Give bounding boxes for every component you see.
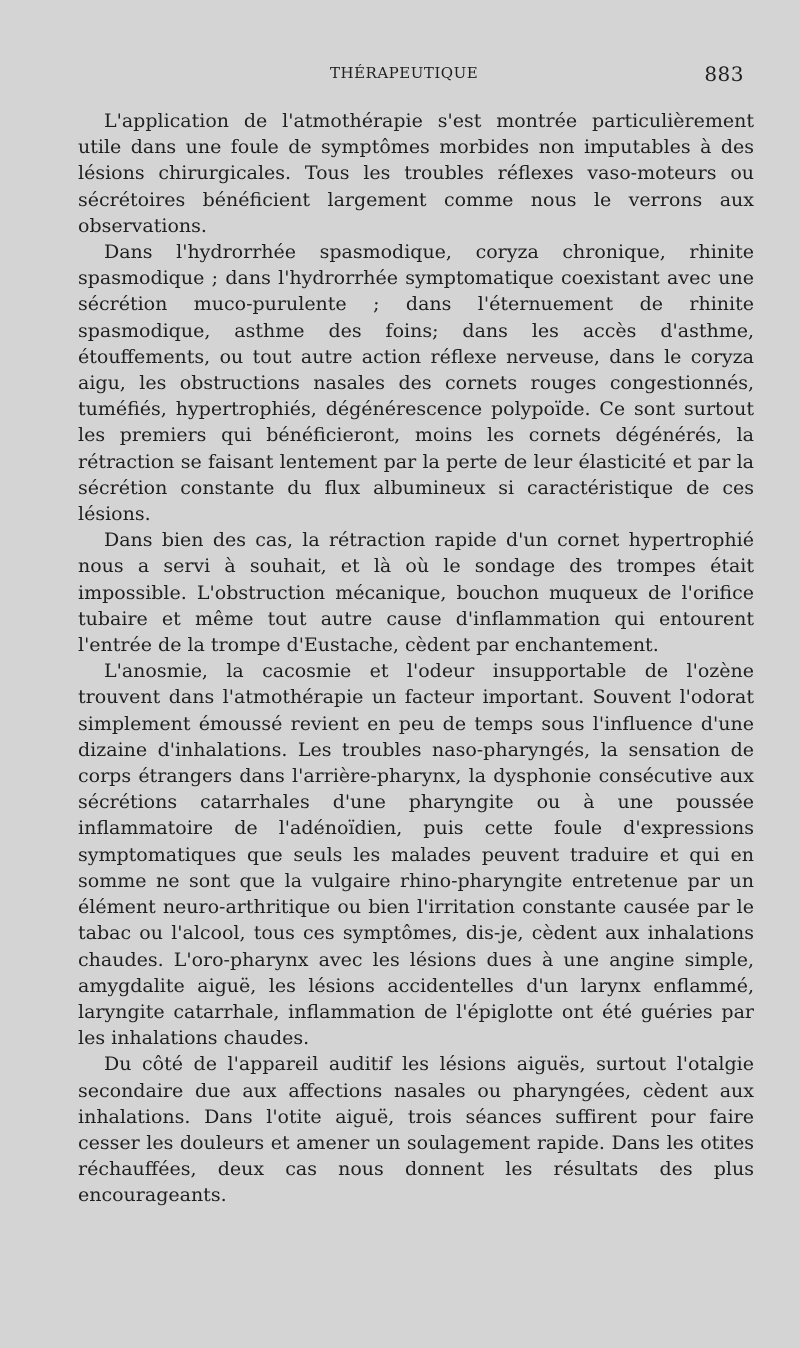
paragraph-3: Dans bien des cas, la rétraction rapide d'un cornet hypertrophié nous a servi à souhait, et là où le sondage des trompes était impossible. L'obstruction mécanique, bouchon muqueux de l'orifice tubaire et même tout autre cause d'inflammation qui entourent l'entrée de la trompe d'Eustache, cèdent par enchantement. (78, 529, 754, 657)
paragraph-5: Du côté de l'appareil auditif les lésions aiguës, surtout l'otalgie secondaire due aux affections nasales ou pharyngées, cèdent aux inhalations. Dans l'otite aiguë, trois séances suffirent pour faire cesser les douleurs et amener un soulagement rapide. Dans les otites réchauffées, deux cas nous donnent les résultats des plus encourageants. (78, 1053, 754, 1207)
running-title: THÉRAPEUTIQUE (330, 64, 479, 82)
page-header (78, 62, 744, 92)
page-number: 883 (704, 62, 744, 86)
paragraph-1: L'application de l'atmothérapie s'est montrée particulièrement utile dans une foule de symptômes morbides non imputables à des lésions chirurgicales. Tous les troubles réflexes vaso-moteurs ou sécrétoires bénéficient largement comme nous le verrons aux observations. (78, 110, 754, 237)
body-text (78, 108, 754, 1209)
paragraph-4: L'anosmie, la cacosmie et l'odeur insupportable de l'ozène trouvent dans l'atmothérapie un facteur important. Souvent l'odorat simplement émoussé revient en peu de temps sous l'influence d'une dizaine d'inhalations. Les troubles naso-pharyngés, la sensation de corps étrangers dans l'arrière-pharynx, la dysphonie consécutive aux sécrétions catarrhales d'une pharyngite ou à une poussée inflammatoire de l'adénoïdien, puis cette foule d'expressions symptomatiques que seuls les malades peuvent traduire et qui en somme ne sont que la vulgaire rhino-pharyngite entretenue par un élément neuro-arthritique ou bien l'irritation constante causée par le tabac ou l'alcool, tous ces symptômes, dis-je, cèdent aux inhalations chaudes. L'oro-pharynx avec les lésions dues à une angine simple, amygdalite aiguë, les lésions accidentelles d'un larynx enflammé, laryngite catarrhale, inflammation de l'épiglotte ont été guéries par les inhalations chaudes. (78, 660, 754, 1050)
paragraph-2: Dans l'hydrorrhée spasmodique, coryza chronique, rhinite spasmodique ; dans l'hydrorrhée symptomatique coexistant avec une sécrétion muco-purulente ; dans l'éternuement de rhinite spasmodique, asthme des foins; dans les accès d'asthme, étouffements, ou tout autre action réflexe nerveuse, dans le coryza aigu, les obstructions nasales des cornets rouges congestionnés, tuméfiés, hypertrophiés, dégénérescence polypoïde. Ce sont surtout les premiers qui bénéficieront, moins les cornets dégénérés, la rétraction se faisant lentement par la perte de leur élasticité et par la sécrétion constante du flux albumineux si caractéristique de ces lésions. (78, 241, 754, 526)
